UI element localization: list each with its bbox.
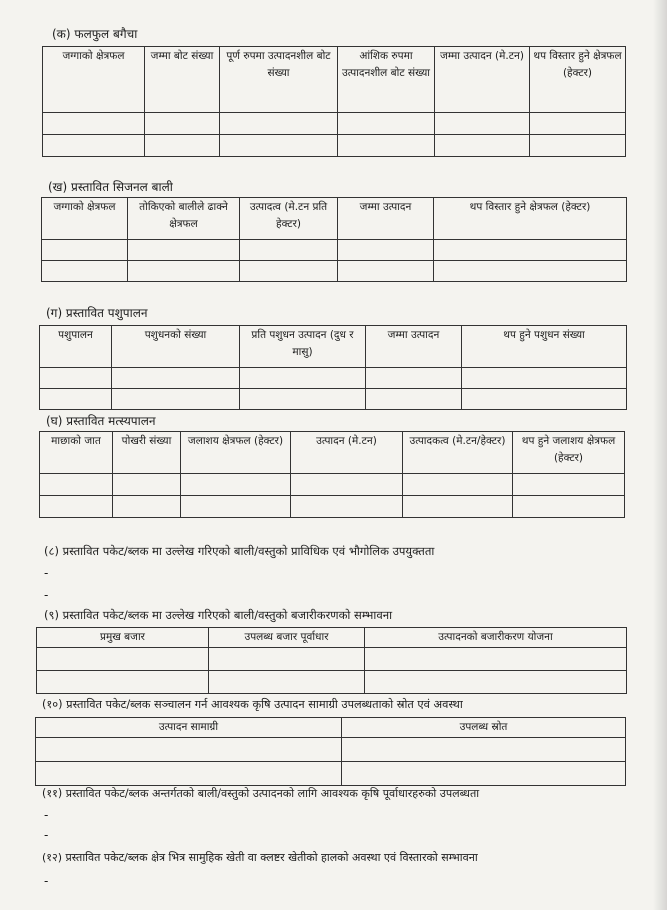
input-cell[interactable] bbox=[365, 648, 627, 671]
input-cell[interactable] bbox=[40, 389, 112, 410]
table-row bbox=[36, 762, 626, 786]
header-cell: जम्मा उत्पादन bbox=[366, 326, 462, 368]
input-cell[interactable] bbox=[128, 240, 240, 261]
input-cell[interactable] bbox=[220, 113, 338, 135]
input-cell[interactable] bbox=[42, 240, 128, 261]
answer-dash[interactable]: - bbox=[44, 828, 49, 842]
input-cell[interactable] bbox=[342, 762, 626, 786]
table-header-row bbox=[42, 198, 627, 240]
input-cell[interactable] bbox=[145, 135, 220, 157]
header-cell: आंशिक रुपमा उत्पादनशील बोट संख्या bbox=[338, 47, 435, 113]
input-cell[interactable] bbox=[462, 389, 627, 410]
table-row bbox=[40, 496, 625, 518]
section-kha-title: (ख) प्रस्तावित सिजनल बाली bbox=[48, 180, 173, 194]
input-cell[interactable] bbox=[240, 261, 338, 282]
orchard-table bbox=[42, 46, 626, 157]
input-cell[interactable] bbox=[338, 113, 435, 135]
table-row bbox=[40, 368, 627, 389]
input-cell[interactable] bbox=[434, 261, 627, 282]
table-row bbox=[37, 671, 627, 694]
table-header-row bbox=[40, 326, 627, 368]
header-cell: उपलब्ध स्रोत bbox=[342, 718, 626, 738]
input-cell[interactable] bbox=[434, 240, 627, 261]
table-row bbox=[40, 389, 627, 410]
section-ka-title: (क) फलफुल बगैचा bbox=[52, 27, 138, 41]
header-cell: उपलब्ध बजार पूर्वाधार bbox=[209, 628, 365, 648]
header-cell: प्रति पशुधन उत्पादन (दुध र मासु) bbox=[240, 326, 366, 368]
input-cell[interactable] bbox=[40, 496, 113, 518]
header-cell: थप हुने जलाशय क्षेत्रफल (हेक्टर) bbox=[513, 432, 625, 474]
input-cell[interactable] bbox=[113, 496, 181, 518]
input-cell[interactable] bbox=[40, 368, 112, 389]
input-cell[interactable] bbox=[42, 261, 128, 282]
header-cell: जम्मा बोट संख्या bbox=[145, 47, 220, 113]
input-cell[interactable] bbox=[36, 738, 342, 762]
input-cell[interactable] bbox=[209, 648, 365, 671]
header-cell: उत्पादन (मे.टन) bbox=[291, 432, 403, 474]
section-10-title: (१०) प्रस्तावित पकेट/ब्लक सञ्चालन गर्न आवश्यक कृषि उत्पादन सामाग्री उपलब्धताको स्रोत एवं अवस्था bbox=[42, 698, 463, 711]
input-cell[interactable] bbox=[37, 648, 209, 671]
input-materials-table bbox=[35, 717, 626, 786]
input-cell[interactable] bbox=[37, 671, 209, 694]
table-header-row bbox=[43, 47, 626, 113]
table-row bbox=[42, 240, 627, 261]
table-row bbox=[42, 261, 627, 282]
header-cell: जग्गाको क्षेत्रफल bbox=[42, 198, 128, 240]
table-row bbox=[36, 738, 626, 762]
section-9-title: (९) प्रस्तावित पकेट/ब्लक मा उल्लेख गरिएको बाली/वस्तुको बजारीकरणको सम्भावना bbox=[44, 608, 393, 622]
input-cell[interactable] bbox=[128, 261, 240, 282]
input-cell[interactable] bbox=[209, 671, 365, 694]
header-cell: थप विस्तार हुने क्षेत्रफल (हेक्टर) bbox=[434, 198, 627, 240]
input-cell[interactable] bbox=[365, 671, 627, 694]
input-cell[interactable] bbox=[462, 368, 627, 389]
header-cell: पूर्ण रुपमा उत्पादनशील बोट संख्या bbox=[220, 47, 338, 113]
input-cell[interactable] bbox=[240, 368, 366, 389]
input-cell[interactable] bbox=[338, 135, 435, 157]
header-cell: पोखरी संख्या bbox=[113, 432, 181, 474]
input-cell[interactable] bbox=[338, 240, 434, 261]
answer-dash[interactable]: - bbox=[44, 566, 49, 580]
table-row bbox=[37, 648, 627, 671]
input-cell[interactable] bbox=[43, 113, 145, 135]
input-cell[interactable] bbox=[530, 113, 626, 135]
input-cell[interactable] bbox=[291, 496, 403, 518]
table-header-row bbox=[36, 718, 626, 738]
table-header-row bbox=[40, 432, 625, 474]
header-cell: जम्मा उत्पादन (मे.टन) bbox=[435, 47, 530, 113]
input-cell[interactable] bbox=[240, 240, 338, 261]
answer-dash[interactable]: - bbox=[44, 874, 49, 888]
input-cell[interactable] bbox=[40, 474, 113, 496]
input-cell[interactable] bbox=[342, 738, 626, 762]
section-gha-title: (घ) प्रस्तावित मत्स्यपालन bbox=[46, 414, 156, 428]
header-cell: माछाको जात bbox=[40, 432, 113, 474]
input-cell[interactable] bbox=[403, 496, 513, 518]
header-cell: पशुधनको संख्या bbox=[112, 326, 240, 368]
header-cell: तोकिएको बालीले ढाक्ने क्षेत्रफल bbox=[128, 198, 240, 240]
input-cell[interactable] bbox=[112, 368, 240, 389]
input-cell[interactable] bbox=[291, 474, 403, 496]
input-cell[interactable] bbox=[530, 135, 626, 157]
input-cell[interactable] bbox=[435, 113, 530, 135]
page-edge-shadow bbox=[653, 0, 667, 910]
input-cell[interactable] bbox=[112, 389, 240, 410]
header-cell: जग्गाको क्षेत्रफल bbox=[43, 47, 145, 113]
section-8-title: (८) प्रस्तावित पकेट/ब्लक मा उल्लेख गरिएको बाली/वस्तुको प्राविधिक एवं भौगोलिक उपयुक्तता bbox=[44, 544, 435, 558]
marketing-table bbox=[36, 627, 627, 694]
input-cell[interactable] bbox=[181, 496, 291, 518]
header-cell: जम्मा उत्पादन bbox=[338, 198, 434, 240]
input-cell[interactable] bbox=[366, 389, 462, 410]
input-cell[interactable] bbox=[338, 261, 434, 282]
header-cell: थप विस्तार हुने क्षेत्रफल (हेक्टर) bbox=[530, 47, 626, 113]
input-cell[interactable] bbox=[43, 135, 145, 157]
answer-dash[interactable]: - bbox=[44, 588, 49, 602]
input-cell[interactable] bbox=[113, 474, 181, 496]
table-row bbox=[40, 474, 625, 496]
section-11-title: (११) प्रस्तावित पकेट/ब्लक अन्तर्गतको बाली/वस्तुको उत्पादनको लागि आवश्यक कृषि पूर्वाधारहरुको उपलब्धता bbox=[42, 787, 480, 800]
header-cell: प्रमुख बजार bbox=[37, 628, 209, 648]
input-cell[interactable] bbox=[513, 474, 625, 496]
header-cell: उत्पादकत्व (मे.टन/हेक्टर) bbox=[403, 432, 513, 474]
table-row bbox=[43, 135, 626, 157]
header-cell: थप हुने पशुधन संख्या bbox=[462, 326, 627, 368]
header-cell: उत्पादनको बजारीकरण योजना bbox=[365, 628, 627, 648]
header-cell: पशुपालन bbox=[40, 326, 112, 368]
input-cell[interactable] bbox=[513, 496, 625, 518]
seasonal-crop-table bbox=[41, 197, 627, 282]
input-cell[interactable] bbox=[435, 135, 530, 157]
header-cell: उत्पादत्व (मे.टन प्रति हेक्टर) bbox=[240, 198, 338, 240]
input-cell[interactable] bbox=[145, 113, 220, 135]
header-cell: जलाशय क्षेत्रफल (हेक्टर) bbox=[181, 432, 291, 474]
fishery-table bbox=[39, 431, 625, 518]
input-cell[interactable] bbox=[240, 389, 366, 410]
input-cell[interactable] bbox=[181, 474, 291, 496]
livestock-table bbox=[39, 325, 627, 410]
table-row bbox=[43, 113, 626, 135]
input-cell[interactable] bbox=[366, 368, 462, 389]
section-ga-title: (ग) प्रस्तावित पशुपालन bbox=[46, 306, 148, 320]
input-cell[interactable] bbox=[36, 762, 342, 786]
answer-dash[interactable]: - bbox=[44, 808, 49, 822]
input-cell[interactable] bbox=[220, 135, 338, 157]
table-header-row bbox=[37, 628, 627, 648]
input-cell[interactable] bbox=[403, 474, 513, 496]
section-12-title: (१२) प्रस्तावित पकेट/ब्लक क्षेत्र भित्र सामुहिक खेती वा क्लष्टर खेतीको हालको अवस्था एवं विस्तारको सम्भावना bbox=[42, 851, 478, 864]
header-cell: उत्पादन सामाग्री bbox=[36, 718, 342, 738]
